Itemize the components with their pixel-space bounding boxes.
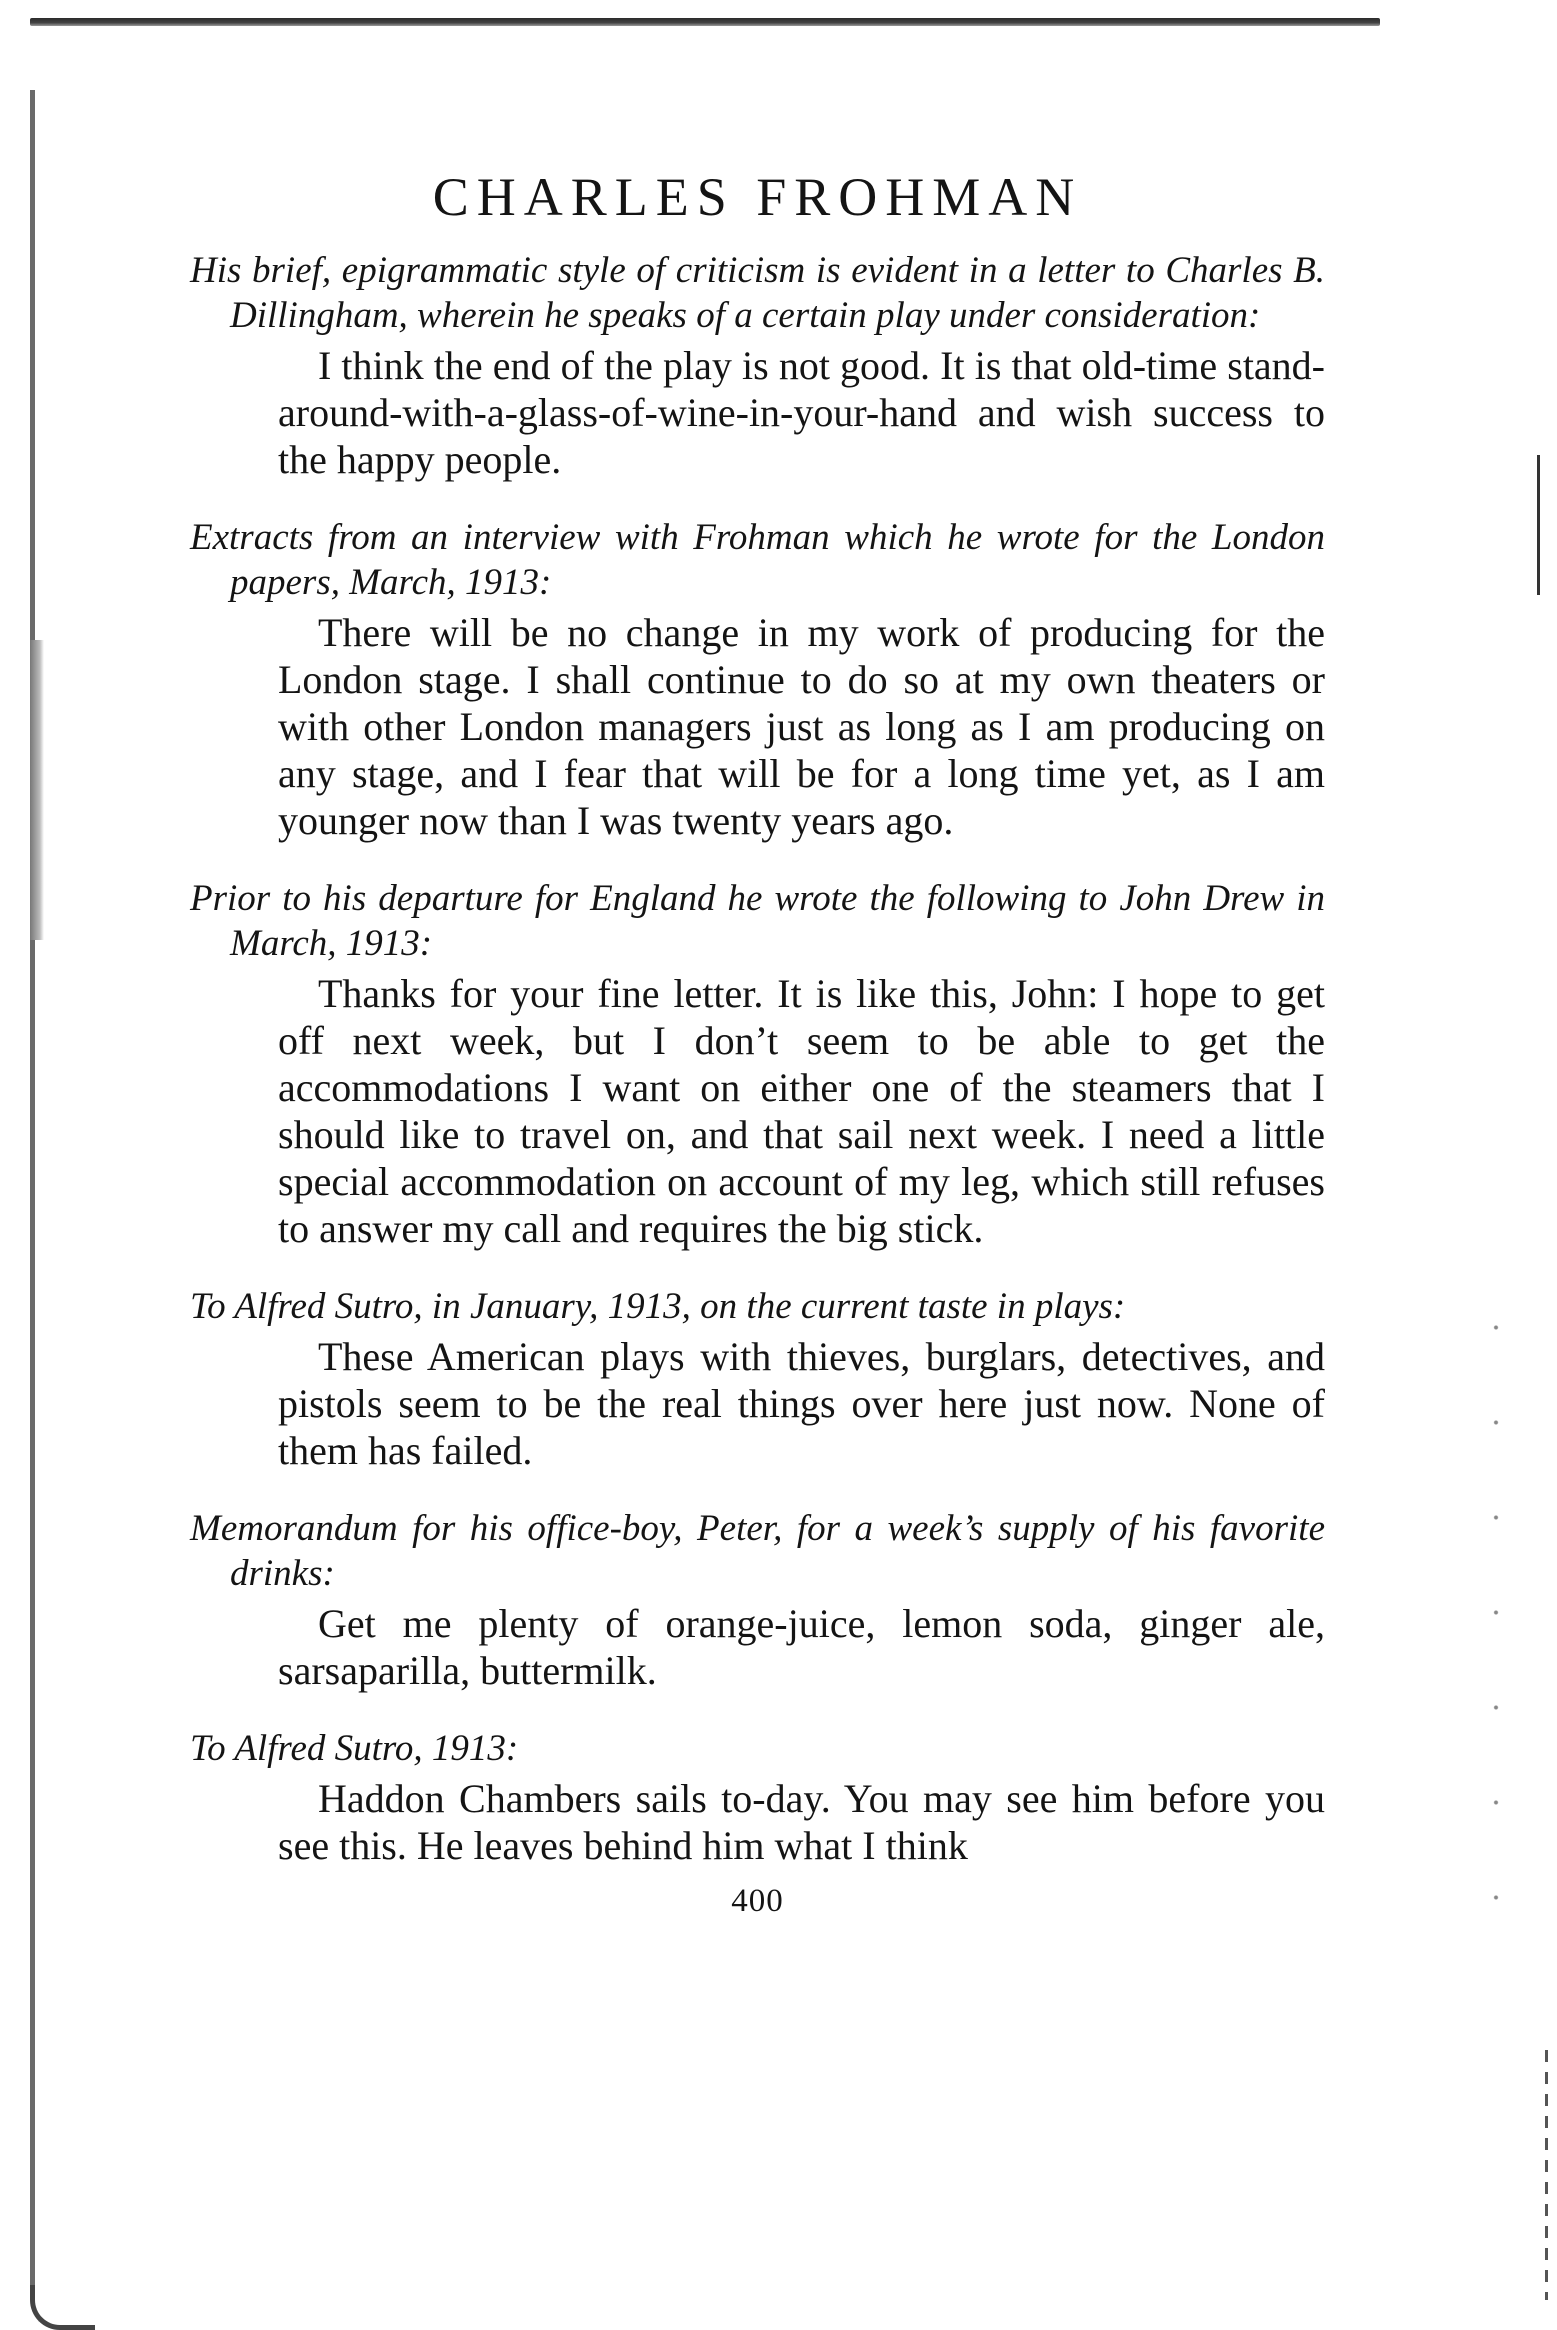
section-quote: Thanks for your fine letter. It is like this, John: I hope to get off next week, but I don’t seem to be able to get the accommodations I want on either one of the steamers that I should like to travel on, and that sail next week. I need a little special accommodation on account of my leg, which still refuses to answer my call and requires the big stick. xyxy=(278,971,1325,1251)
section-london-interview xyxy=(190,515,1325,844)
binding-shadow xyxy=(30,640,44,940)
page-number: 400 xyxy=(731,1883,784,1919)
section-quote: I think the end of the play is not good. It is that old-time stand-around-with-a-glass-of-wine-in-your-hand and wish success to the happy people. xyxy=(278,343,1325,482)
section-sutro-1913 xyxy=(190,1726,1325,1869)
running-head: CHARLES FROHMAN xyxy=(432,167,1083,227)
page-corner xyxy=(30,2285,95,2330)
section-john-drew xyxy=(190,876,1325,1252)
edge-specks xyxy=(1492,1280,1500,1940)
section-quote: Get me plenty of orange-juice, lemon soda, ginger ale, sarsaparilla, buttermilk. xyxy=(278,1601,1325,1693)
section-quote: There will be no change in my work of producing for the London stage. I shall continue to do so at my own theaters or with other London managers just as long as I am producing on any stage, and I fear that will be for a long time yet, as I am younger now than I was twenty years ago. xyxy=(278,610,1325,843)
section-quote: Haddon Chambers sails to-day. You may see him before you see this. He leaves behind him what I think xyxy=(278,1776,1325,1868)
section-sutro-january xyxy=(190,1284,1325,1474)
section-intro: Prior to his departure for England he wrote the following to John Drew in March, 1913: xyxy=(190,878,1325,964)
section-dillingham xyxy=(190,248,1325,483)
section-intro: His brief, epigrammatic style of criticism is evident in a letter to Charles B. Dillingham, wherein he speaks of a certain play under consideration: xyxy=(190,250,1325,336)
page-text-block xyxy=(190,150,1325,1920)
section-intro: To Alfred Sutro, in January, 1913, on the current taste in plays: xyxy=(190,1286,1126,1327)
top-rule xyxy=(30,18,1380,26)
binding-edge xyxy=(30,90,35,2290)
section-office-boy xyxy=(190,1506,1325,1694)
section-intro: Memorandum for his office-boy, Peter, for a week’s supply of his favorite drinks: xyxy=(190,1508,1325,1594)
section-intro: Extracts from an interview with Frohman which he wrote for the London papers, March, 1913: xyxy=(190,517,1325,603)
page-edge xyxy=(1545,2050,1548,2300)
margin-mark xyxy=(1537,455,1540,595)
section-intro: To Alfred Sutro, 1913: xyxy=(190,1728,519,1769)
section-quote: These American plays with thieves, burglars, detectives, and pistols seem to be the real things over here just now. None of them has failed. xyxy=(278,1334,1325,1473)
